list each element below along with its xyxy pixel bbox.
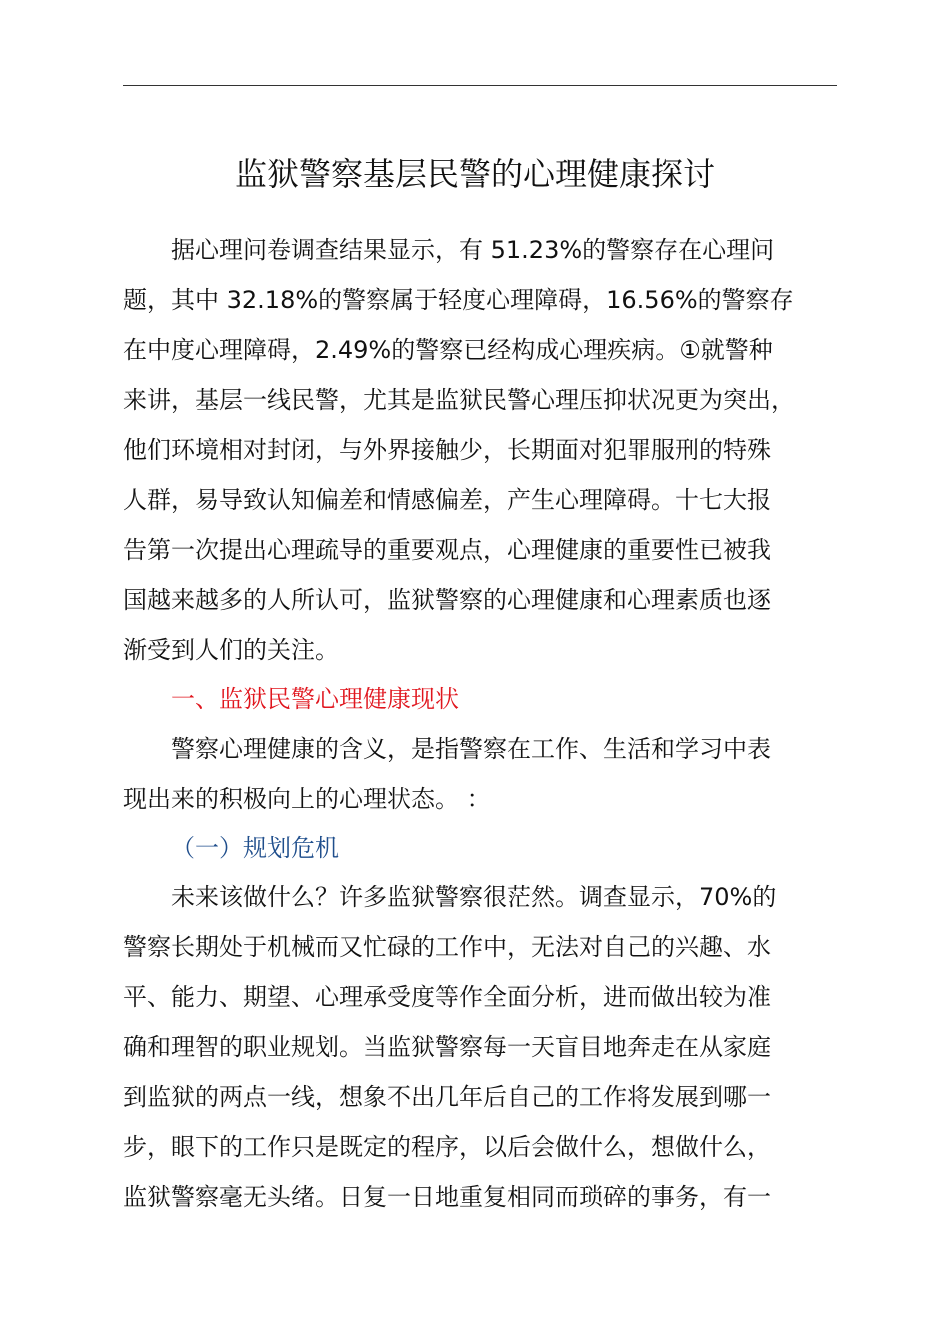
document-title: 监狱警察基层民警的心理健康探讨 [234, 155, 715, 193]
paragraph-line: 到监狱的两点一线，想象不出几年后自己的工作将发展到哪一 [123, 1083, 771, 1111]
paragraph-line: 确和理智的职业规划。当监狱警察每一天盲目地奔走在从家庭 [123, 1033, 771, 1061]
paragraph-line: 现出来的积极向上的心理状态。 ： [123, 785, 491, 813]
paragraph-line: 据心理问卷调查结果显示，有 51.23%的警察存在心理问 [171, 236, 775, 264]
paragraph-line: 警察心理健康的含义，是指警察在工作、生活和学习中表 [171, 735, 771, 763]
paragraph-line: 步，眼下的工作只是既定的程序，以后会做什么，想做什么， [123, 1133, 771, 1161]
paragraph-line: 国越来越多的人所认可，监狱警察的心理健康和心理素质也逐 [123, 586, 771, 614]
paragraph-line: 渐受到人们的关注。 [123, 636, 339, 664]
paragraph-line: 平、能力、期望、心理承受度等作全面分析，进而做出较为准 [123, 983, 771, 1011]
paragraph-line: 人群，易导致认知偏差和情感偏差，产生心理障碍。十七大报 [123, 486, 771, 514]
header-rule [123, 85, 837, 86]
paragraph-line: 他们环境相对封闭，与外界接触少，长期面对犯罪服刑的特殊 [123, 436, 771, 464]
paragraph-line: 题，其中 32.18%的警察属于轻度心理障碍，16.56%的警察存 [123, 286, 794, 314]
subsection-heading: （一）规划危机 [171, 834, 339, 862]
paragraph-line: 警察长期处于机械而又忙碌的工作中，无法对自己的兴趣、水 [123, 933, 771, 961]
paragraph-line: 在中度心理障碍，2.49%的警察已经构成心理疾病。①就警种 [123, 336, 773, 364]
section-heading: 一、监狱民警心理健康现状 [171, 685, 459, 713]
paragraph-line: 未来该做什么？许多监狱警察很茫然。调查显示，70%的 [171, 883, 777, 911]
paragraph-line: 监狱警察毫无头绪。日复一日地重复相同而琐碎的事务，有一 [123, 1183, 771, 1211]
paragraph-line: 来讲，基层一线民警，尤其是监狱民警心理压抑状况更为突出， [123, 386, 795, 414]
paragraph-line: 告第一次提出心理疏导的重要观点，心理健康的重要性已被我 [123, 536, 771, 564]
